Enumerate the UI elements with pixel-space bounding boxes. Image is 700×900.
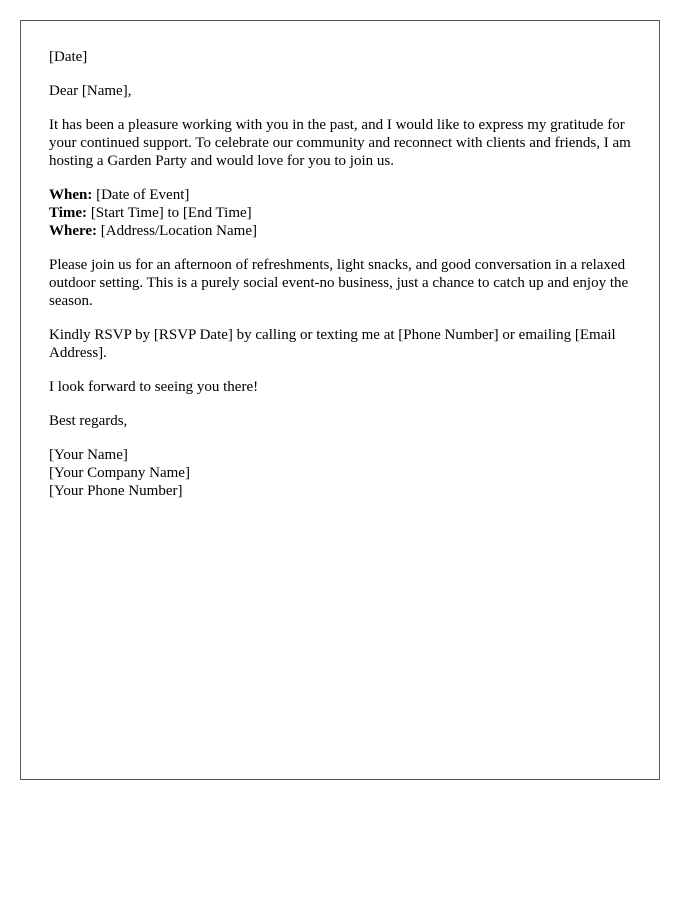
- signature-name: [Your Name]: [49, 447, 128, 463]
- event-time-label: Time:: [49, 205, 88, 221]
- letter-closing-line: I look forward to seeing you there!: [49, 379, 259, 395]
- letter-intro-paragraph: It has been a pleasure working with you in the past, and I would like to express my gratitude for your continued support. To celebrate our community and reconnect with clients and friends, I am hosting a Garden Party and would love for you to join us.: [49, 117, 631, 169]
- letter-page: [20, 20, 660, 780]
- event-time: [49, 204, 639, 222]
- event-when-label: When:: [49, 187, 93, 203]
- event-details: [49, 186, 639, 240]
- signature-block: [49, 446, 639, 500]
- event-time-value: [Start Time] to [End Time]: [87, 205, 252, 221]
- event-when-value: [Date of Event]: [92, 187, 190, 203]
- event-when: [49, 186, 639, 204]
- letter-body-paragraph: Please join us for an afternoon of refreshments, light snacks, and good conversation in a relaxed outdoor setting. This is a purely social event-no business, just a chance to catch up and enjoy the season.: [49, 257, 629, 309]
- signature-company: [Your Company Name]: [49, 465, 190, 481]
- letter-body: [49, 48, 639, 516]
- letter-date: [Date]: [49, 49, 88, 65]
- letter-rsvp-paragraph: Kindly RSVP by [RSVP Date] by calling or texting me at [Phone Number] or emailing [Email Address].: [49, 327, 616, 361]
- signature-phone: [Your Phone Number]: [49, 483, 183, 499]
- letter-sign-off: Best regards,: [49, 413, 128, 429]
- event-where: [49, 222, 639, 240]
- event-where-value: [Address/Location Name]: [97, 223, 257, 239]
- event-where-label: Where:: [49, 223, 98, 239]
- letter-salutation: Dear [Name],: [49, 83, 132, 99]
